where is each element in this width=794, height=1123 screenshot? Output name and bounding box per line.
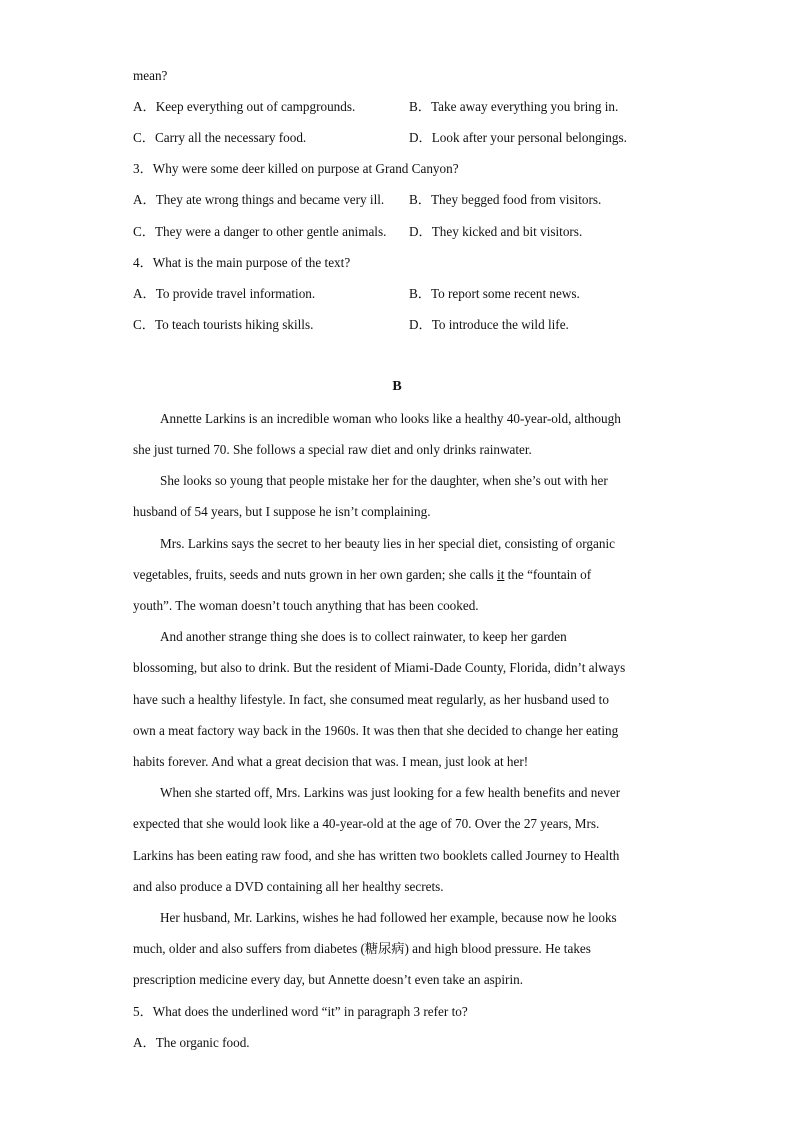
passage-line bbox=[133, 567, 591, 583]
q5-stem: 5．What does the underlined word “it” in paragraph 3 refer to? bbox=[133, 1004, 468, 1019]
passage-line: have such a healthy lifestyle. In fact, she consumed meat regularly, as her husband used to bbox=[133, 692, 609, 707]
q3-stem: 3．Why were some deer killed on purpose at Grand Canyon? bbox=[133, 161, 459, 176]
passage-line: expected that she would look like a 40-year-old at the age of 70. Over the 27 years, Mrs. bbox=[133, 816, 600, 831]
passage-line: much, older and also suffers from diabetes (糖尿病) and high blood pressure. He takes bbox=[133, 941, 591, 956]
passage-line: blossoming, but also to drink. But the resident of Miami-Dade County, Florida, didn’t always bbox=[133, 660, 626, 675]
q4-option-d: D．To introduce the wild life. bbox=[409, 317, 569, 332]
q2-option-c: C．Carry all the necessary food. bbox=[133, 130, 307, 145]
passage-text: vegetables, fruits, seeds and nuts grown in her own garden; she calls bbox=[133, 567, 498, 582]
q3-option-d: D．They kicked and bit visitors. bbox=[409, 224, 583, 239]
q3-option-a: A．They ate wrong things and became very ill. bbox=[133, 192, 385, 207]
q4-option-b: B．To report some recent news. bbox=[409, 286, 580, 301]
q2-option-d: D．Look after your personal belongings. bbox=[409, 130, 627, 145]
underlined-word: it bbox=[497, 567, 505, 582]
q4-stem: 4．What is the main purpose of the text? bbox=[133, 255, 351, 270]
q5-option-a: A．The organic food. bbox=[133, 1035, 250, 1050]
passage-line: husband of 54 years, but I suppose he isn’t complaining. bbox=[133, 504, 431, 519]
passage-line: Annette Larkins is an incredible woman who looks like a healthy 40-year-old, although bbox=[160, 411, 621, 426]
passage-line: youth”. The woman doesn’t touch anything that has been cooked. bbox=[133, 598, 479, 613]
q4-option-a: A．To provide travel information. bbox=[133, 286, 316, 301]
passage-line: prescription medicine every day, but Annette doesn’t even take an aspirin. bbox=[133, 972, 524, 987]
q2-option-b: B．Take away everything you bring in. bbox=[409, 99, 619, 114]
passage-line: She looks so young that people mistake her for the daughter, when she’s out with her bbox=[160, 473, 608, 488]
q3-option-b: B．They begged food from visitors. bbox=[409, 192, 602, 207]
passage-line: Her husband, Mr. Larkins, wishes he had followed her example, because now he looks bbox=[160, 910, 617, 925]
q3-option-c: C．They were a danger to other gentle animals. bbox=[133, 224, 387, 239]
passage-line: When she started off, Mrs. Larkins was just looking for a few health benefits and never bbox=[160, 785, 621, 800]
passage-line: habits forever. And what a great decision that was. I mean, just look at her! bbox=[133, 754, 529, 769]
passage-line: and also produce a DVD containing all her healthy secrets. bbox=[133, 879, 444, 894]
section-title: B bbox=[392, 379, 402, 394]
q4-option-c: C．To teach tourists hiking skills. bbox=[133, 317, 314, 332]
passage-line: Larkins has been eating raw food, and she has written two booklets called Journey to Health bbox=[133, 848, 620, 863]
passage-line: Mrs. Larkins says the secret to her beauty lies in her special diet, consisting of organic bbox=[160, 536, 615, 551]
q2-stem-tail: mean? bbox=[133, 68, 168, 83]
passage-line: And another strange thing she does is to collect rainwater, to keep her garden bbox=[160, 629, 567, 644]
q2-option-a: A．Keep everything out of campgrounds. bbox=[133, 99, 356, 114]
passage-line: she just turned 70. She follows a special raw diet and only drinks rainwater. bbox=[133, 442, 532, 457]
passage-text: the “fountain of bbox=[504, 567, 592, 582]
passage-line: own a meat factory way back in the 1960s. It was then that she decided to change her eating bbox=[133, 723, 619, 738]
